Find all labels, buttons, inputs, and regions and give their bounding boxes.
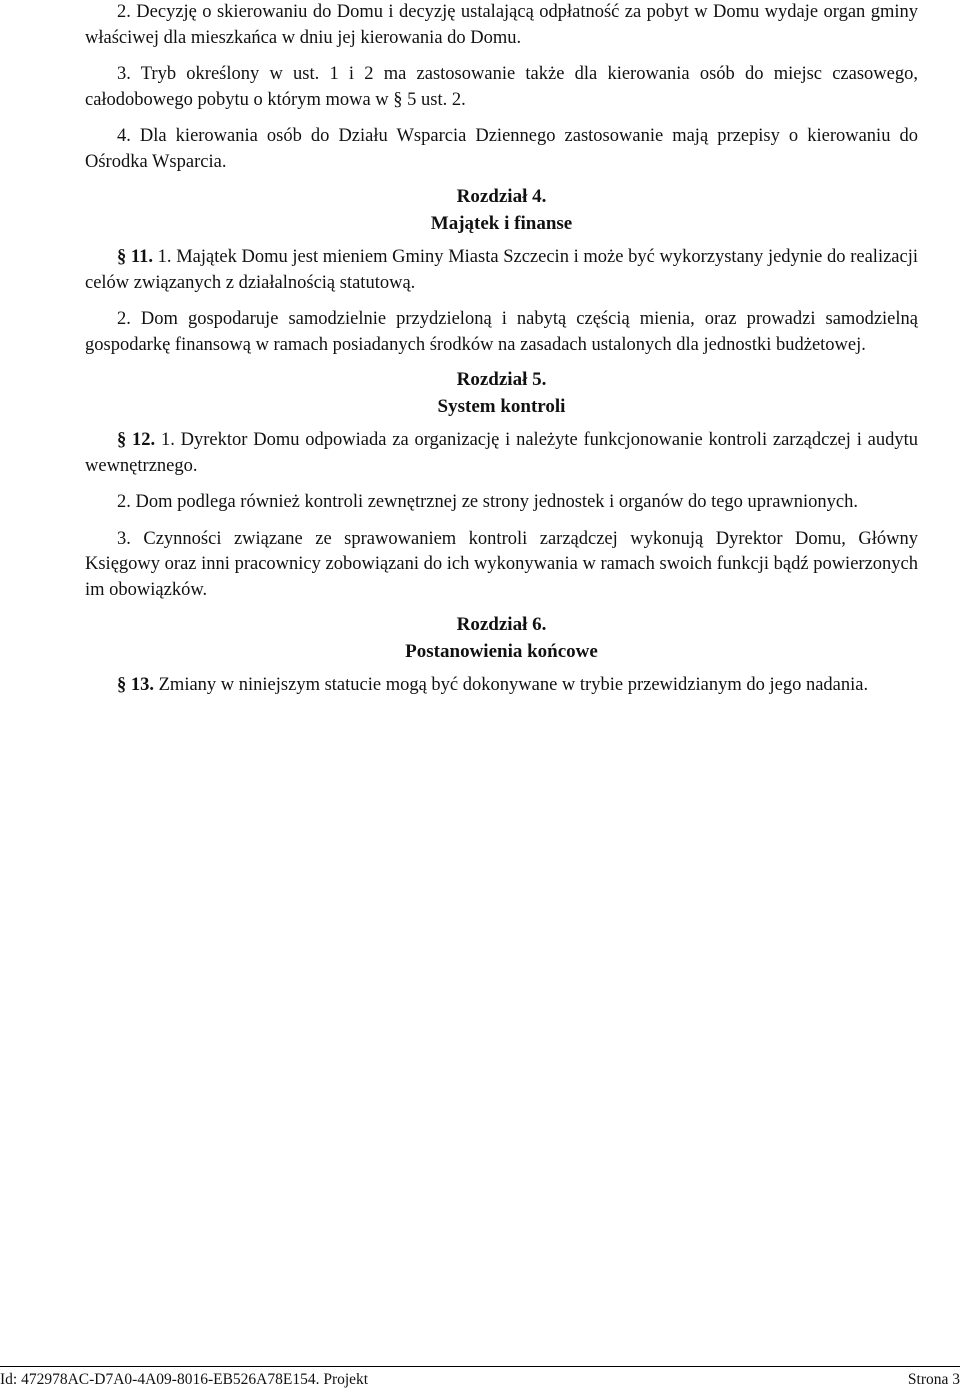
chapter-6-heading bbox=[85, 611, 918, 665]
section-mark: § 11. bbox=[117, 247, 154, 267]
chapter-number: Rozdział 5. bbox=[456, 369, 547, 390]
chapter-title: Majątek i finanse bbox=[430, 213, 573, 234]
paragraph-procedure: 3. Tryb określony w ust. 1 i 2 ma zastosowanie także dla kierowania osób do miejsc czasowego, całodobowego pobytu o którym mowa w § 5 ust. 2. bbox=[85, 64, 918, 110]
section-13-para-1 bbox=[85, 673, 918, 699]
paragraph-text: 1. Majątek Domu jest mieniem Gminy Miasta Szczecin i może być wykorzystany jedynie do realizacji celów związanych z działalnością statutową. bbox=[85, 247, 918, 293]
section-mark: § 12. bbox=[117, 430, 156, 450]
section-12-para-3: 3. Czynności związane ze sprawowaniem kontroli zarządczej wykonują Dyrektor Domu, Główny Księgowy oraz inni pracownicy zobowiązani do ich wykonywania w ramach swoich funkcji bądź powierzonych im obowiązków. bbox=[85, 528, 918, 600]
chapter-title: System kontroli bbox=[437, 396, 566, 417]
chapter-number: Rozdział 4. bbox=[456, 186, 547, 207]
section-mark: § 13. bbox=[117, 675, 154, 695]
document-id: Id: 472978AC-D7A0-4A09-8016-EB526A78E154. Projekt bbox=[0, 1371, 369, 1388]
section-11-para-2: 2. Dom gospodaruje samodzielnie przydzieloną i nabytą częścią mienia, oraz prowadzi samodzielną gospodarkę finansową w ramach posiadanych środków na zasadach ustalonych dla jednostki budżetowej. bbox=[85, 309, 918, 355]
chapter-title: Postanowienia końcowe bbox=[405, 641, 598, 662]
section-11-para-1 bbox=[85, 245, 918, 296]
paragraph-text: Zmiany w niniejszym statucie mogą być dokonywane w trybie przewidzianym do jego nadania. bbox=[154, 675, 869, 695]
section-12-para-1 bbox=[85, 428, 918, 479]
chapter-number: Rozdział 6. bbox=[456, 614, 547, 635]
chapter-4-heading bbox=[85, 183, 918, 237]
page-number: Strona 3 bbox=[907, 1371, 960, 1388]
section-12-para-2: 2. Dom podlega również kontroli zewnętrznej ze strony jednostek i organów do tego uprawnionych. bbox=[117, 492, 859, 512]
paragraph-day-support: 4. Dla kierowania osób do Działu Wsparcia Dziennego zastosowanie mają przepisy o kierowaniu do Ośrodka Wsparcia. bbox=[85, 126, 918, 172]
document-page bbox=[85, 0, 918, 699]
page-footer bbox=[0, 1366, 960, 1390]
paragraph-text: 1. Dyrektor Domu odpowiada za organizację i należyte funkcjonowanie kontroli zarządczej i audytu wewnętrznego. bbox=[85, 430, 918, 476]
chapter-5-heading bbox=[85, 366, 918, 420]
paragraph-decision: 2. Decyzję o skierowaniu do Domu i decyzję ustalającą odpłatność za pobyt w Domu wydaje organ gminy właściwej dla mieszkańca w dniu jej kierowania do Domu. bbox=[85, 2, 918, 48]
